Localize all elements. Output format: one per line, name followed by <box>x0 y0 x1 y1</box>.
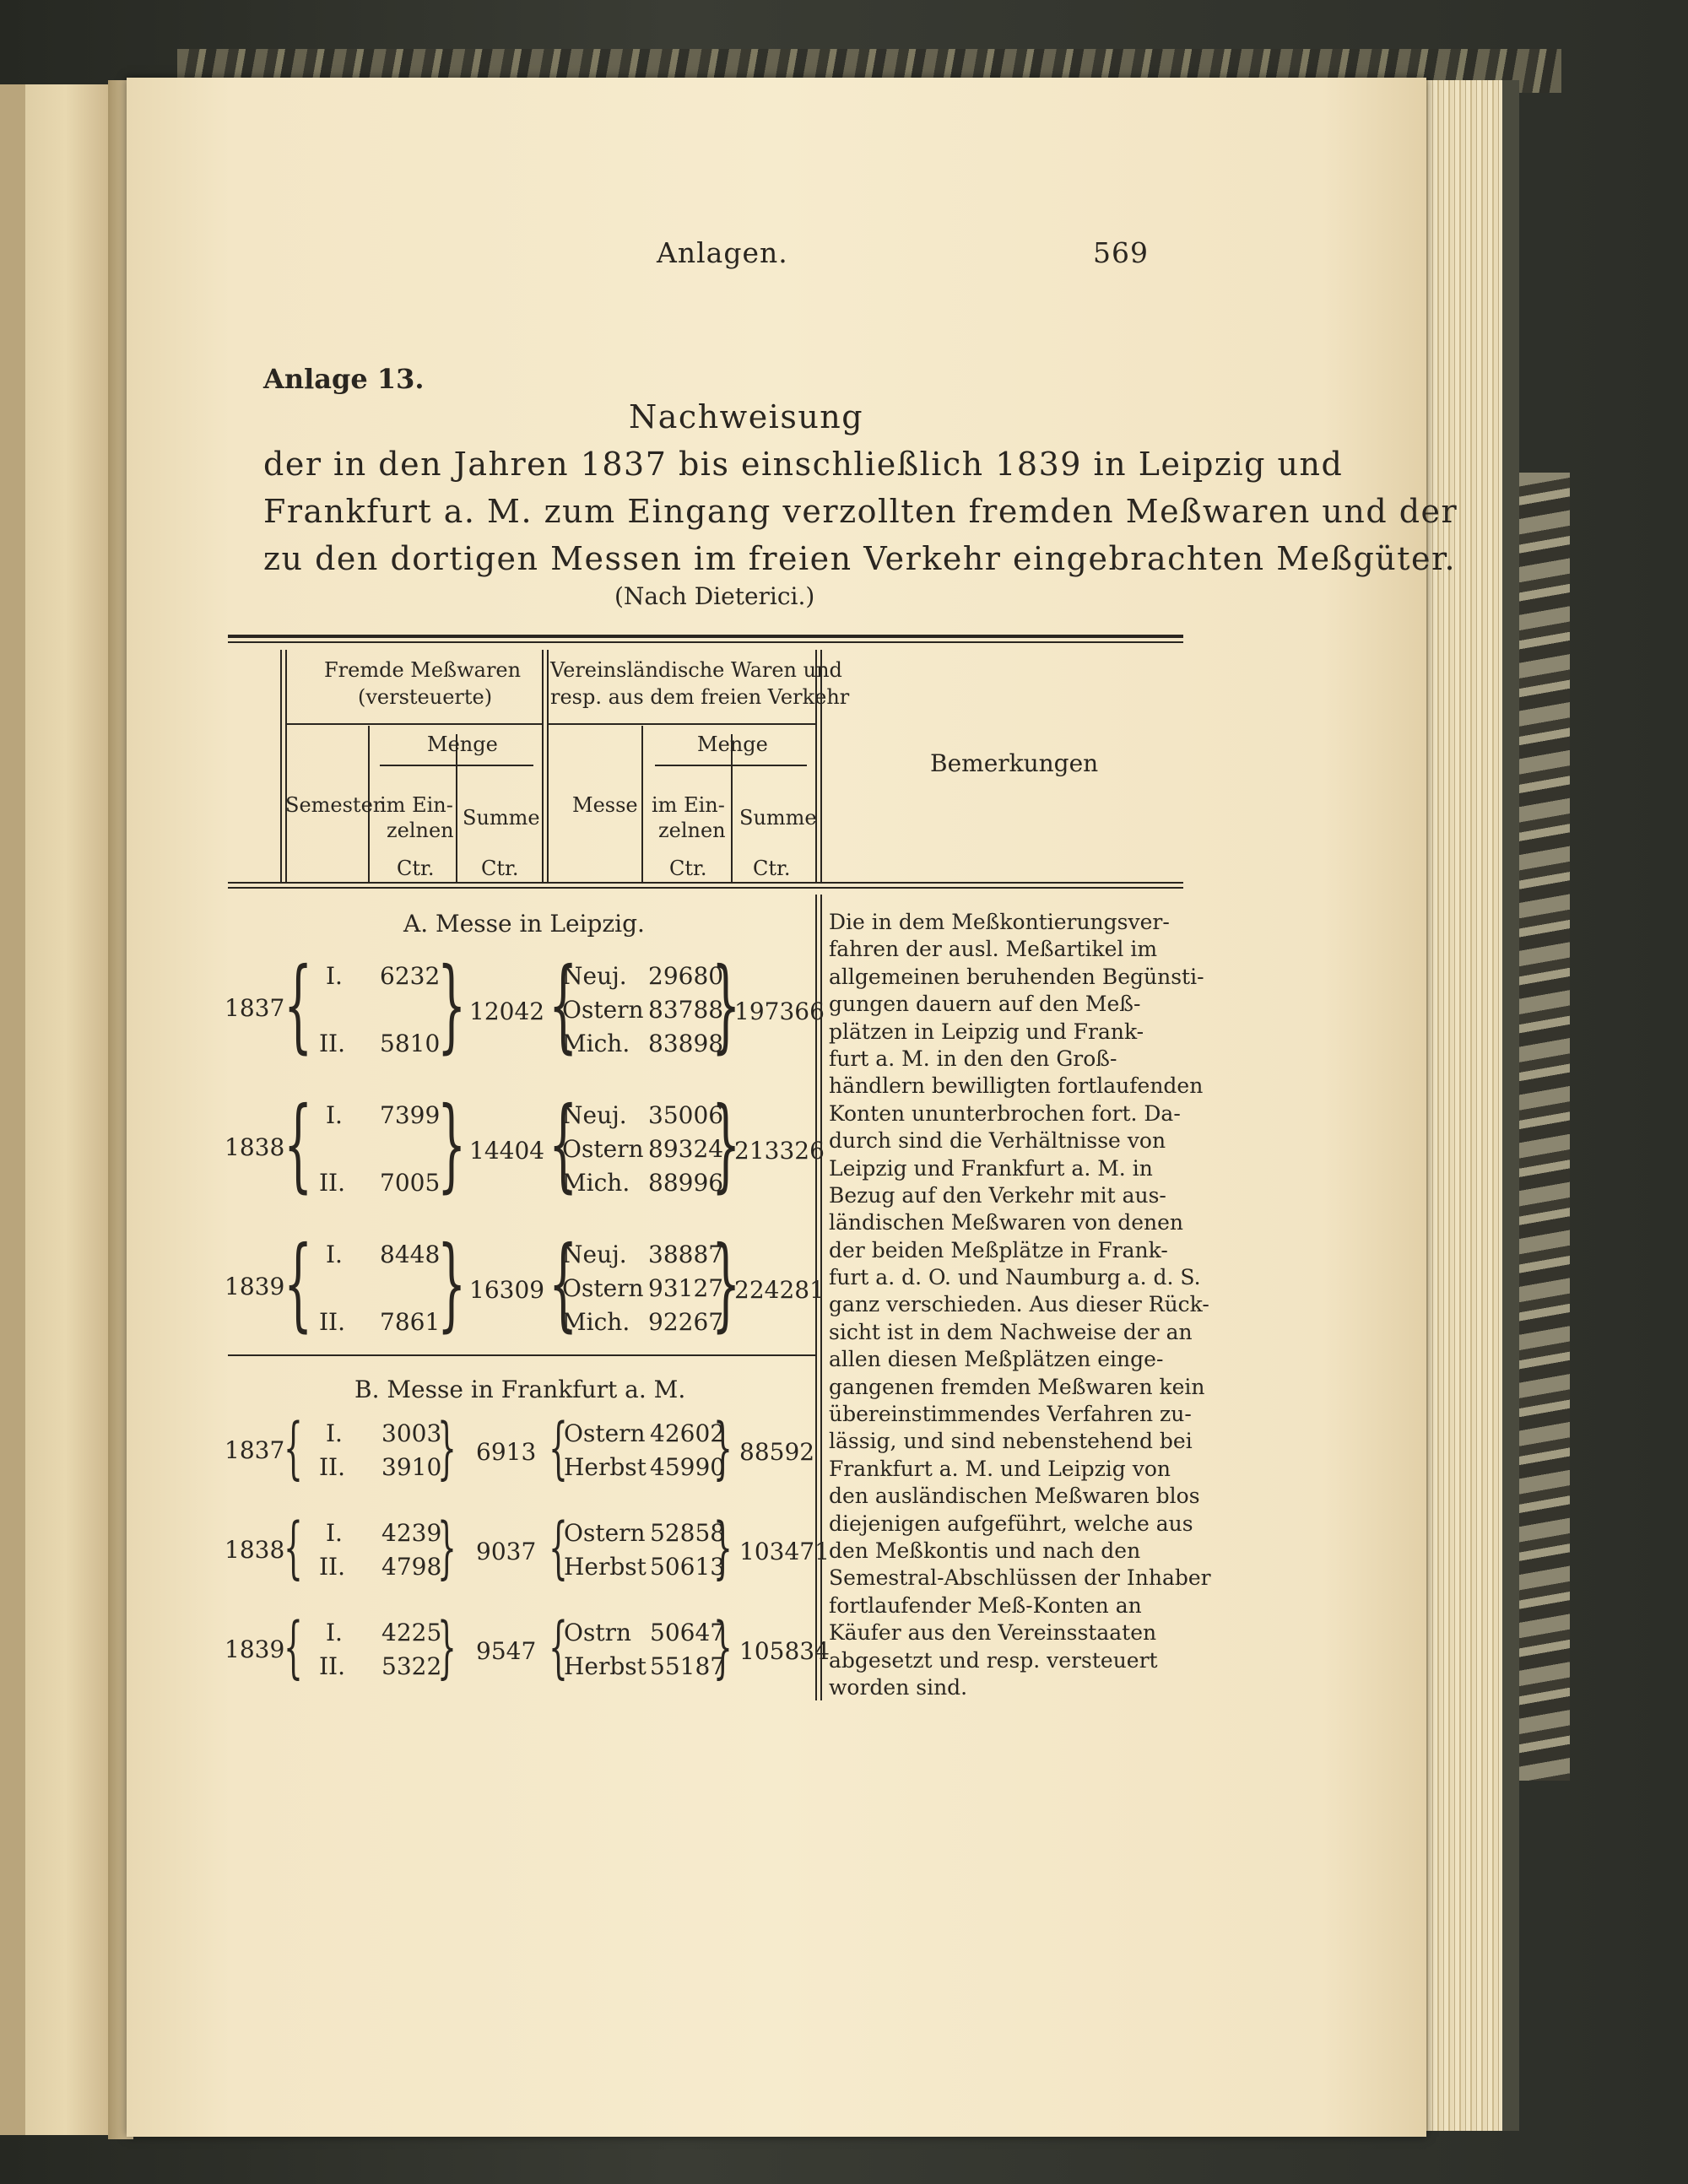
col-line <box>542 650 544 882</box>
brace: { <box>284 1608 303 1686</box>
remark-line: durch sind die Verhältnisse von <box>829 1128 1166 1154</box>
semester-cell: I. <box>326 1619 343 1646</box>
remark-line: lässig, und sind nebenstehend bei <box>829 1429 1193 1454</box>
remark-line: worden sind. <box>829 1674 968 1700</box>
value-cell: 83788 <box>648 996 724 1024</box>
page-number: 569 <box>1093 236 1149 269</box>
col-line <box>547 650 549 882</box>
remark-line: Semestral-Abschlüssen der Inhaber <box>829 1565 1211 1591</box>
value-cell: 50613 <box>650 1553 726 1581</box>
remark-line: Käufer aus den Vereinsstaaten <box>829 1620 1157 1646</box>
year-cell: 1839 <box>225 1273 285 1300</box>
value-cell: 88996 <box>648 1169 724 1197</box>
title-heading: Nachweisung <box>629 398 864 435</box>
remark-line: den Meßkontis und nach den <box>829 1538 1141 1563</box>
semester-cell: I. <box>326 1101 343 1129</box>
brace: } <box>437 1408 457 1487</box>
value-cell: 38887 <box>648 1241 724 1268</box>
brace: } <box>437 1608 457 1686</box>
messe-cell: Ostern <box>562 996 644 1024</box>
remark-line: übereinstimmendes Verfahren zu- <box>829 1402 1192 1427</box>
remarks-column <box>829 909 1211 1701</box>
im-einzelnen-label: im Ein- <box>652 793 725 817</box>
table-head-rule-2 <box>228 887 1183 889</box>
value-cell: 3910 <box>381 1453 442 1481</box>
appendix-label: Anlage 13. <box>263 363 425 395</box>
semester-cell: I. <box>326 1241 343 1268</box>
value-cell: 45990 <box>650 1453 726 1481</box>
brace: } <box>437 1508 457 1587</box>
remark-line: Bezug auf den Verkehr mit aus- <box>829 1182 1166 1208</box>
unit-label: Ctr. <box>397 857 435 880</box>
title-line-3: zu den dortigen Messen im freien Verkehr eingebrachten Meßgüter. <box>263 540 1457 577</box>
brace: { <box>549 1608 568 1686</box>
messe-cell: Neuj. <box>562 1101 627 1129</box>
menge-label: Menge <box>697 733 768 756</box>
title-line-2: Frankfurt a. M. zum Eingang verzollten fremden Meßwaren und der <box>263 493 1458 530</box>
value-cell: 6232 <box>380 962 441 990</box>
sum-cell: 197366 <box>734 997 825 1025</box>
semester-cell: I. <box>326 962 343 990</box>
group2-rule <box>547 723 815 725</box>
value-cell: 7861 <box>380 1308 441 1336</box>
messe-cell: Neuj. <box>562 962 627 990</box>
semester-label: Semester <box>285 793 383 817</box>
messe-cell: Ostrn <box>564 1619 631 1646</box>
sum-cell: 14404 <box>469 1137 545 1165</box>
value-cell: 4225 <box>381 1619 442 1646</box>
semester-cell: II. <box>319 1453 346 1481</box>
messe-cell: Herbst <box>564 1453 647 1481</box>
value-cell: 4798 <box>381 1553 442 1581</box>
value-cell: 4239 <box>381 1519 442 1547</box>
summe-label: Summe <box>739 806 817 830</box>
brace: { <box>549 947 578 1064</box>
menge-brace <box>655 765 807 766</box>
year-cell: 1838 <box>225 1133 285 1161</box>
messe-label: Messe <box>572 793 638 817</box>
section-b-label: B. Messe in Frankfurt a. M. <box>354 1376 686 1403</box>
value-cell: 92267 <box>648 1308 724 1336</box>
value-cell: 89324 <box>648 1135 724 1163</box>
brace: { <box>284 947 313 1064</box>
semester-cell: II. <box>319 1308 346 1336</box>
col-line <box>731 734 733 882</box>
group2-label-1: Vereinsländische Waren und <box>550 658 842 682</box>
sum-cell: 9547 <box>476 1637 537 1665</box>
left-page-edge <box>0 84 25 2135</box>
section-divider <box>228 1354 815 1356</box>
group1-label-2: (versteuerte) <box>358 685 493 709</box>
section-a-label: A. Messe in Leipzig. <box>403 910 645 938</box>
remark-line: fortlaufender Meß-Konten an <box>829 1592 1142 1618</box>
remark-line: sicht ist in dem Nachweise der an <box>829 1319 1193 1344</box>
value-cell: 50647 <box>650 1619 726 1646</box>
messe-cell: Neuj. <box>562 1241 627 1268</box>
unit-label: Ctr. <box>669 857 707 880</box>
remark-line: furt a. M. in den den Groß- <box>829 1046 1117 1071</box>
value-cell: 7399 <box>380 1101 441 1129</box>
messe-cell: Ostern <box>562 1274 644 1302</box>
messe-cell: Mich. <box>562 1308 630 1336</box>
sum-cell: 12042 <box>469 997 545 1025</box>
sum-cell: 105834 <box>739 1637 830 1665</box>
group1-rule <box>287 723 542 725</box>
remark-line: Leipzig und Frankfurt a. M. in <box>829 1155 1153 1181</box>
running-title: Anlagen. <box>657 236 788 269</box>
brace: { <box>284 1508 303 1587</box>
sum-cell: 88592 <box>739 1438 815 1466</box>
title-line-1: der in den Jahren 1837 bis einschließlich 1839 in Leipzig und <box>263 446 1344 483</box>
messe-cell: Ostern <box>564 1519 646 1547</box>
brace: } <box>437 947 467 1064</box>
brace: } <box>437 1225 467 1343</box>
brace: } <box>711 947 741 1064</box>
menge-label: Menge <box>427 733 498 756</box>
table-head-rule <box>228 882 1183 884</box>
unit-label: Ctr. <box>481 857 519 880</box>
value-cell: 93127 <box>648 1274 724 1302</box>
remark-line: ganz verschieden. Aus dieser Rück- <box>829 1292 1209 1317</box>
col-line <box>285 650 287 882</box>
brace: { <box>284 1225 313 1343</box>
im-einzelnen-label: zelnen <box>387 819 454 842</box>
sum-cell: 9037 <box>476 1538 537 1565</box>
cover-ornament-right <box>1511 473 1570 1781</box>
semester-cell: II. <box>319 1553 346 1581</box>
remark-line: der beiden Meßplätze in Frank- <box>829 1237 1168 1262</box>
remark-line: allen diesen Meßplätzen einge- <box>829 1347 1164 1372</box>
remark-line: gungen dauern auf den Meß- <box>829 992 1141 1017</box>
col-line <box>280 650 282 882</box>
value-cell: 83898 <box>648 1030 724 1057</box>
sum-cell: 224281 <box>734 1276 825 1304</box>
remark-line: furt a. d. O. und Naumburg a. d. S. <box>829 1265 1201 1290</box>
messe-cell: Ostern <box>562 1135 644 1163</box>
brace: { <box>549 1086 578 1203</box>
group1-label-1: Fremde Meßwaren <box>324 658 522 682</box>
brace: { <box>284 1408 303 1487</box>
messe-cell: Herbst <box>564 1652 647 1680</box>
page-edge-shadow <box>1502 80 1519 2131</box>
remark-line: allgemeinen beruhenden Begünsti- <box>829 964 1204 989</box>
value-cell: 3003 <box>381 1419 442 1447</box>
year-cell: 1837 <box>225 994 285 1022</box>
semester-cell: II. <box>319 1169 346 1197</box>
remark-line: den ausländischen Meßwaren blos <box>829 1484 1200 1509</box>
semester-cell: I. <box>326 1519 343 1547</box>
value-cell: 42602 <box>650 1419 726 1447</box>
remark-line: plätzen in Leipzig und Frank- <box>829 1019 1144 1044</box>
remark-line: Konten ununterbrochen fort. Da- <box>829 1100 1181 1126</box>
messe-cell: Mich. <box>562 1169 630 1197</box>
brace: { <box>549 1225 578 1343</box>
sum-cell: 16309 <box>469 1276 545 1304</box>
im-einzelnen-label: zelnen <box>658 819 726 842</box>
title-source: (Nach Dieterici.) <box>614 582 815 610</box>
remark-line: abgesetzt und resp. versteuert <box>829 1647 1158 1673</box>
value-cell: 55187 <box>650 1652 726 1680</box>
brace: } <box>711 1086 741 1203</box>
brace: } <box>437 1086 467 1203</box>
sum-cell: 103471 <box>739 1538 830 1565</box>
remark-line: fahren der ausl. Meßartikel im <box>829 937 1158 962</box>
col-line <box>456 734 457 882</box>
brace: { <box>549 1508 568 1587</box>
menge-brace <box>380 765 533 766</box>
table-top-rule-2 <box>228 641 1183 643</box>
value-cell: 52858 <box>650 1519 726 1547</box>
semester-cell: I. <box>326 1419 343 1447</box>
value-cell: 35006 <box>648 1101 724 1129</box>
messe-cell: Ostern <box>564 1419 646 1447</box>
remark-line: ländischen Meßwaren von denen <box>829 1210 1183 1235</box>
brace: } <box>713 1608 733 1686</box>
bemerkungen-label: Bemerkungen <box>930 749 1099 777</box>
unit-label: Ctr. <box>753 857 791 880</box>
year-cell: 1838 <box>225 1536 285 1564</box>
value-cell: 5810 <box>380 1030 441 1057</box>
year-cell: 1837 <box>225 1436 285 1464</box>
im-einzelnen-label: im Ein- <box>380 793 453 817</box>
brace: { <box>549 1408 568 1487</box>
brace: } <box>711 1225 741 1343</box>
value-cell: 8448 <box>380 1241 441 1268</box>
col-line <box>641 726 643 882</box>
remark-line: Die in dem Meßkontierungsver- <box>829 910 1170 934</box>
sum-cell: 213326 <box>734 1137 825 1165</box>
remark-line: gangenen fremden Meßwaren kein <box>829 1374 1205 1399</box>
sum-cell: 6913 <box>476 1438 537 1466</box>
remark-line: Frankfurt a. M. und Leipzig von <box>829 1456 1171 1481</box>
brace: } <box>713 1408 733 1487</box>
value-cell: 29680 <box>648 962 724 990</box>
brace: } <box>713 1508 733 1587</box>
semester-cell: II. <box>319 1652 346 1680</box>
remark-line: diejenigen aufgeführt, welche aus <box>829 1511 1193 1536</box>
value-cell: 7005 <box>380 1169 441 1197</box>
remark-line: händlern bewilligten fortlaufenden <box>829 1073 1204 1099</box>
group2-label-2: resp. aus dem freien Verkehr <box>550 685 850 709</box>
year-cell: 1839 <box>225 1635 285 1663</box>
messe-cell: Herbst <box>564 1553 647 1581</box>
messe-cell: Mich. <box>562 1030 630 1057</box>
table-top-rule <box>228 635 1183 638</box>
brace: { <box>284 1086 313 1203</box>
summe-label: Summe <box>463 806 540 830</box>
semester-cell: II. <box>319 1030 346 1057</box>
value-cell: 5322 <box>381 1652 442 1680</box>
